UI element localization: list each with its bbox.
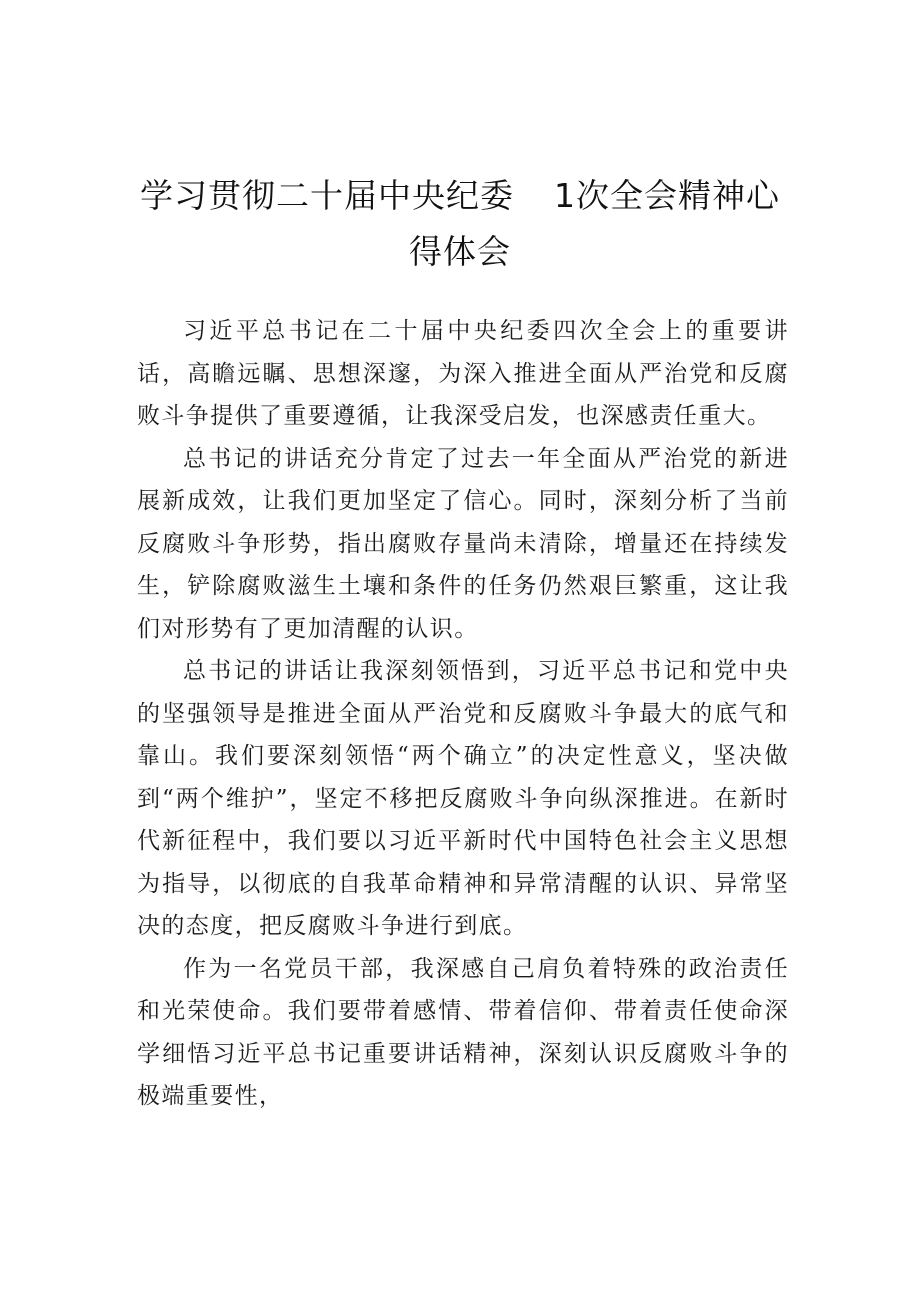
document-title (120, 168, 800, 280)
paragraph-4: 作为一名党员干部，我深感自己肩负着特殊的政治责任和光荣使命。我们要带着感情、带着信仰、带着责任使命深学细悟习近平总书记重要讲话精神，深刻认识反腐败斗争的极端重要性， (137, 955, 789, 1109)
paragraph-3: 总书记的讲话让我深刻领悟到，习近平总书记和党中央的坚强领导是推进全面从严治党和反腐败斗争最大的底气和靠山。我们要深刻领悟“两个确立”的决定性意义，坚决做到“两个维护”，坚定不移把反腐败斗争向纵深推进。在新时代新征程中，我们要以习近平新时代中国特色社会主义思想为指导，以彻底的自我革命精神和异常清醒的认识、异常坚决的态度，把反腐败斗争进行到底。 (137, 658, 789, 939)
title-part-1: 学习贯彻二十届中央纪委 (140, 176, 514, 215)
paragraph-1: 习近平总书记在二十届中央纪委四次全会上的重要讲话，高瞻远瞩、思想深邃，为深入推进全面从严治党和反腐败斗争提供了重要遵循，让我深受启发，也深感责任重大。 (137, 318, 789, 429)
title-part-2: 1次全会精神心 (554, 176, 780, 215)
paragraph-2: 总书记的讲话充分肯定了过去一年全面从严治党的新进展新成效，让我们更加坚定了信心。同时，深刻分析了当前反腐败斗争形势，指出腐败存量尚未清除，增量还在持续发生，铲除腐败滋生土壤和条件的任务仍然艰巨繁重，这让我们对形势有了更加清醒的认识。 (137, 445, 789, 642)
document-body (137, 310, 789, 1118)
title-line-2: 得体会 (409, 232, 511, 271)
